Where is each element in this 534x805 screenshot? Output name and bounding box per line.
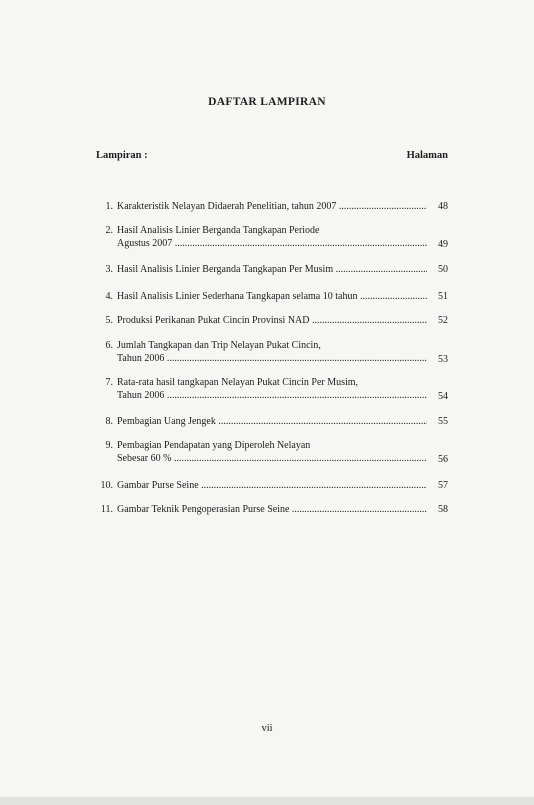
entry-title-line: Rata-rata hasil tangkapan Nelayan Pukat Cincin Per Musim, xyxy=(117,377,359,388)
entry-number: 4. xyxy=(105,291,113,302)
entry-page-number: 52 xyxy=(438,315,448,326)
entry-title-line: Hasil Analisis Linier Berganda Tangkapan Periode xyxy=(117,225,320,236)
entry-number: 9. xyxy=(105,440,113,451)
entry-title-line: Hasil Analisis Linier Sederhana Tangkapan selama 10 tahun ..... xyxy=(117,290,427,303)
entry-page-number: 57 xyxy=(438,480,448,491)
scan-edge xyxy=(0,797,534,805)
column-header-halaman: Halaman xyxy=(406,150,448,161)
entry-page-number: 56 xyxy=(438,454,448,465)
entry-title xyxy=(117,290,427,303)
entry-title-line: Tahun 2006 ..... xyxy=(117,352,427,365)
entry-number: 5. xyxy=(105,315,113,326)
entry-title-line: Pembagian Pendapatan yang Diperoleh Nelayan xyxy=(117,440,311,451)
entry-page-number: 58 xyxy=(438,504,448,515)
column-header-lampiran: Lampiran : xyxy=(96,150,148,161)
entry-title-line: Tahun 2006 ..... xyxy=(117,389,427,402)
entry-title-line: Produksi Perikanan Pukat Cincin Provinsi NAD ..... xyxy=(117,314,427,327)
entry-number: 1. xyxy=(105,201,113,212)
entry-title xyxy=(117,224,427,250)
entry-number: 2. xyxy=(105,225,113,236)
entry-page-number: 50 xyxy=(438,264,448,275)
entry-page-number: 51 xyxy=(438,291,448,302)
entry-number: 8. xyxy=(105,416,113,427)
entry-title-line: Hasil Analisis Linier Berganda Tangkapan Per Musim ..... xyxy=(117,263,427,276)
entry-page-number: 49 xyxy=(438,239,448,250)
page-number: vii xyxy=(261,723,273,734)
entry-title xyxy=(117,479,427,492)
page-title: DAFTAR LAMPIRAN xyxy=(208,96,326,108)
entry-page-number: 48 xyxy=(438,201,448,212)
entry-title xyxy=(117,376,427,402)
entry-number: 3. xyxy=(105,264,113,275)
entry-title-line: Karakteristik Nelayan Didaerah Penelitian, tahun 2007 ..... xyxy=(117,200,427,213)
entry-title-line: Gambar Teknik Pengoperasian Purse Seine ..... xyxy=(117,503,427,516)
entry-page-number: 54 xyxy=(438,391,448,402)
entry-title-line: Gambar Purse Seine ..... xyxy=(117,479,427,492)
entry-title xyxy=(117,415,427,428)
entry-number: 10. xyxy=(100,480,113,491)
entry-title xyxy=(117,339,427,365)
entry-title-line: Agustus 2007 ..... xyxy=(117,237,427,250)
entry-title xyxy=(117,503,427,516)
entry-title-line: Sebesar 60 % ..... xyxy=(117,452,427,465)
entry-title xyxy=(117,314,427,327)
entry-title xyxy=(117,263,427,276)
entry-number: 11. xyxy=(100,504,113,515)
entry-title-line: Pembagian Uang Jengek ..... xyxy=(117,415,427,428)
entry-page-number: 55 xyxy=(438,416,448,427)
entry-title-line: Jumlah Tangkapan dan Trip Nelayan Pukat Cincin, xyxy=(117,340,321,351)
entry-page-number: 53 xyxy=(438,354,448,365)
entry-title xyxy=(117,200,427,213)
entry-title xyxy=(117,439,427,465)
entry-number: 7. xyxy=(105,377,113,388)
entry-number: 6. xyxy=(105,340,113,351)
